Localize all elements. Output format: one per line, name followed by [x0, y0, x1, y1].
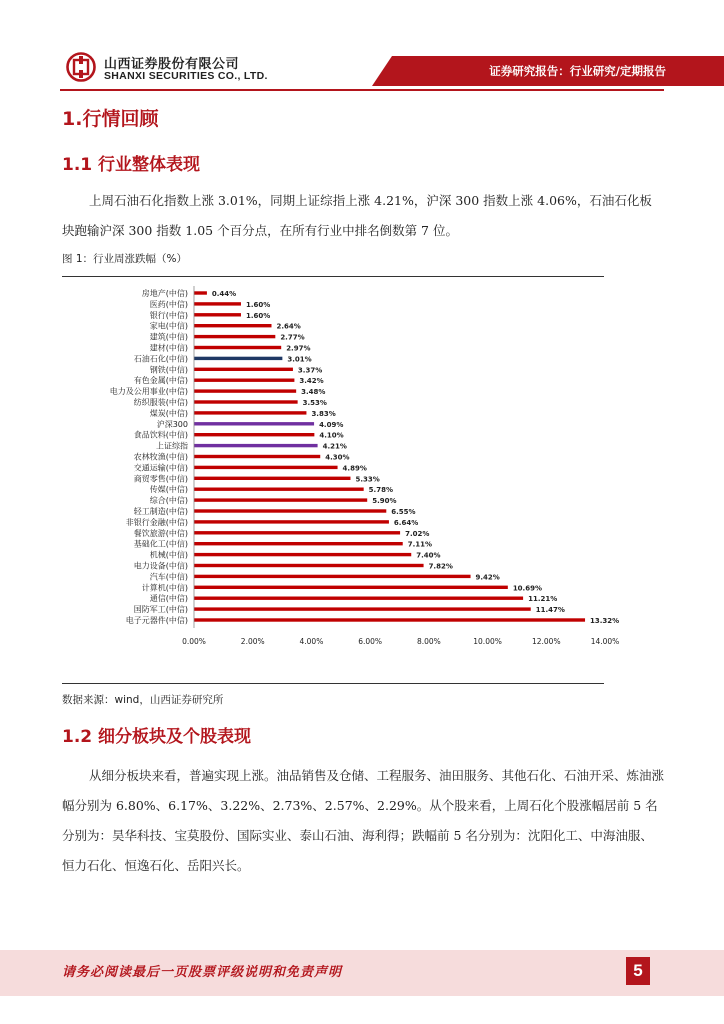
value-label: 7.02%	[405, 529, 430, 538]
category-label: 汽车(中信)	[149, 572, 188, 582]
figure-bottom-rule	[62, 683, 604, 684]
value-label: 6.64%	[393, 518, 419, 527]
paragraph-segment-performance: 从细分板块来看，普遍实现上涨。油品销售及仓储、工程服务、油田服务、其他石化、石油开采、炼油涨幅分别为 6.80%、6.17%、3.22%、2.73%、2.57%、2.29%。从个股来看，上周石化个股涨幅居前 5 名分别为：昊华科技、宝莫股份、国际实业、泰山石油、海利得；跌幅前 5 名分别为：沈阳化工、中海油服、恒力石化、恒逸石化、岳阳兴长。	[62, 768, 665, 873]
bar	[194, 302, 241, 305]
value-label: 7.11%	[407, 540, 433, 549]
category-label: 医药(中信)	[149, 299, 188, 309]
value-label: 4.09%	[319, 420, 344, 429]
value-label: 3.53%	[302, 399, 327, 407]
bar	[194, 607, 531, 610]
value-label: 1.60%	[245, 311, 271, 320]
value-label: 2.64%	[276, 322, 301, 331]
category-label: 电子元器件(中信)	[125, 616, 188, 625]
category-label: 有色金属(中信)	[133, 376, 188, 386]
bar	[194, 509, 386, 512]
value-label: 5.90%	[372, 497, 397, 506]
subsection-title-1-2: 1.2 细分板块及个股表现	[62, 727, 252, 747]
category-label: 煤炭(中信)	[149, 408, 188, 418]
bar	[194, 291, 207, 294]
bar	[194, 553, 411, 556]
category-label: 机械(中信)	[149, 550, 188, 560]
bar	[194, 444, 318, 447]
bar	[194, 324, 272, 327]
x-tick-label: 2.00%	[240, 637, 265, 646]
bar	[194, 455, 320, 458]
value-label: 6.55%	[391, 508, 416, 516]
x-tick-label: 12.00%	[531, 637, 561, 646]
category-label: 计算机(中信)	[141, 583, 188, 593]
company-name-cn: 山西证券股份有限公司	[104, 57, 240, 72]
value-label: 11.47%	[535, 606, 565, 615]
category-label: 传媒(中信)	[149, 485, 188, 495]
bar	[194, 477, 350, 480]
category-label: 家电(中信)	[149, 321, 188, 331]
value-label: 7.40%	[416, 551, 441, 560]
category-label: 非银行金融(中信)	[125, 517, 188, 527]
category-label: 银行(中信)	[149, 310, 188, 320]
section-title: 1.行情回顾	[62, 108, 159, 130]
category-label: 钢铁(中信)	[149, 365, 188, 375]
category-label: 轻工制造(中信)	[133, 507, 188, 516]
figure-top-rule	[62, 276, 604, 277]
value-label: 13.32%	[590, 617, 620, 625]
page-header	[0, 0, 724, 100]
x-tick-label: 6.00%	[358, 637, 383, 646]
value-label: 10.69%	[512, 584, 542, 593]
bar	[194, 498, 367, 501]
bar	[194, 411, 306, 414]
category-label: 石油石化(中信)	[133, 354, 188, 364]
category-label: 餐饮旅游(中信)	[133, 528, 188, 538]
value-label: 3.83%	[311, 409, 336, 418]
figure-source: 数据来源：wind，山西证券研究所	[62, 694, 224, 706]
category-label: 基础化工(中信)	[133, 539, 188, 549]
figure-caption: 图 1：行业周涨跌幅（%）	[62, 253, 187, 265]
x-tick-label: 0.00%	[182, 637, 206, 646]
value-label: 4.30%	[325, 453, 350, 462]
value-label: 3.37%	[297, 366, 323, 375]
bar	[194, 433, 314, 436]
bar	[194, 379, 294, 382]
bar	[194, 357, 282, 360]
value-label: 3.01%	[287, 355, 312, 364]
footer-disclaimer: 请务必阅读最后一页股票评级说明和免责声明	[62, 965, 343, 980]
bar	[194, 313, 241, 316]
category-label: 交通运输(中信)	[133, 463, 188, 473]
value-label: 1.60%	[245, 300, 271, 309]
paragraph-industry-performance: 上周石油石化指数上涨 3.01%，同期上证综指上涨 4.21%，沪深 300 指数上涨 4.06%，石油石化板块跑输沪深 300 指数 1.05 个百分点，在所有行业中排名倒数第 7 位。	[62, 193, 652, 238]
category-label: 商贸零售(中信)	[133, 474, 188, 484]
value-label: 4.89%	[342, 464, 367, 473]
value-label: 7.82%	[428, 562, 453, 571]
bar	[194, 520, 389, 523]
value-label: 3.42%	[299, 377, 324, 386]
category-label: 建筑(中信)	[149, 332, 188, 342]
category-label: 上证综指	[156, 441, 188, 451]
bar	[194, 586, 508, 589]
page-number: 5	[626, 957, 650, 985]
category-label: 通信(中信)	[149, 594, 188, 604]
category-label: 国防军工(中信)	[133, 605, 188, 615]
company-name-en: SHANXI SECURITIES CO., LTD.	[104, 70, 268, 82]
value-label: 2.97%	[286, 344, 311, 353]
value-label: 3.48%	[301, 388, 326, 397]
bar	[194, 422, 314, 425]
value-label: 0.44%	[211, 290, 237, 298]
report-type: 证券研究报告：行业研究/定期报告	[489, 64, 666, 78]
x-tick-label: 14.00%	[590, 637, 620, 646]
industry-weekly-change-chart	[62, 282, 622, 652]
value-label: 4.21%	[322, 442, 347, 451]
category-label: 电力设备(中信)	[133, 561, 188, 571]
category-label: 沪深300	[156, 419, 188, 429]
category-label: 食品饮料(中信)	[133, 430, 188, 440]
bar	[194, 564, 424, 567]
value-label: 11.21%	[528, 595, 558, 604]
value-label: 5.33%	[355, 475, 380, 484]
x-tick-label: 4.00%	[299, 637, 324, 646]
category-label: 农林牧渔(中信)	[133, 452, 188, 462]
category-label: 综合(中信)	[149, 496, 188, 506]
bar	[194, 618, 585, 621]
bar	[194, 597, 523, 600]
bar	[194, 488, 364, 491]
value-label: 9.42%	[475, 573, 500, 582]
bar	[194, 346, 281, 349]
category-label: 纺织服装(中信)	[133, 398, 188, 407]
bar	[194, 335, 275, 338]
category-label: 房地产(中信)	[141, 289, 188, 298]
bar	[194, 389, 296, 392]
bar	[194, 531, 400, 534]
value-label: 5.78%	[368, 486, 393, 495]
bar	[194, 368, 293, 371]
bar	[194, 542, 403, 545]
bar	[194, 575, 471, 578]
x-tick-label: 8.00%	[416, 637, 441, 646]
x-tick-label: 10.00%	[473, 637, 502, 646]
header-divider	[60, 89, 664, 91]
category-label: 电力及公用事业(中信)	[109, 387, 188, 397]
subsection-title-1-1: 1.1 行业整体表现	[62, 155, 201, 175]
value-label: 4.10%	[319, 431, 344, 440]
bar	[194, 466, 338, 469]
value-label: 2.77%	[280, 333, 305, 342]
category-label: 建材(中信)	[149, 343, 188, 353]
bar	[194, 400, 298, 403]
